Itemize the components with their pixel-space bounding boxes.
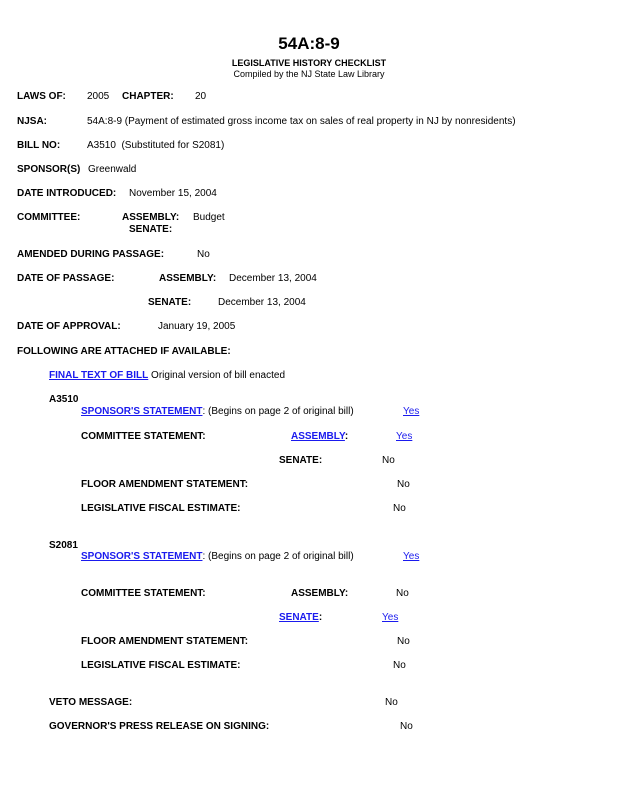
press-label: GOVERNOR'S PRESS RELEASE ON SIGNING: bbox=[49, 721, 270, 732]
passage-assembly-label: ASSEMBLY: bbox=[159, 273, 217, 284]
s2081-heading: S2081 bbox=[49, 540, 78, 551]
a3510-fiscal-value: No bbox=[393, 503, 406, 514]
compiled-by: Compiled by the NJ State Law Library bbox=[233, 69, 385, 79]
amended-value: No bbox=[197, 249, 210, 260]
a3510-committee-assembly-yes-link[interactable]: Yes bbox=[396, 431, 413, 442]
a3510-committee-assembly-colon: : bbox=[344, 431, 349, 442]
chapter-label: CHAPTER: bbox=[122, 91, 174, 102]
date-of-approval-label: DATE OF APPROVAL: bbox=[17, 321, 121, 332]
a3510-heading: A3510 bbox=[49, 394, 79, 405]
committee-assembly-value: Budget bbox=[193, 212, 225, 223]
a3510-committee-assembly-link[interactable]: ASSEMBLY bbox=[291, 431, 345, 442]
page-title: 54A:8-9 bbox=[278, 34, 340, 53]
passage-senate-value: December 13, 2004 bbox=[218, 297, 306, 308]
s2081-committee-assembly-label: ASSEMBLY: bbox=[291, 588, 349, 599]
s2081-sponsor-yes-link[interactable]: Yes bbox=[403, 551, 420, 562]
s2081-floor-value: No bbox=[397, 636, 410, 647]
s2081-fiscal-label: LEGISLATIVE FISCAL ESTIMATE: bbox=[81, 660, 241, 671]
bill-no-label: BILL NO: bbox=[17, 140, 61, 151]
s2081-committee-senate bbox=[279, 612, 322, 624]
njsa-value: 54A:8-9 (Payment of estimated gross income tax on sales of real property in NJ by nonresidents) bbox=[87, 116, 516, 127]
committee-label: COMMITTEE: bbox=[17, 212, 81, 223]
date-introduced-label: DATE INTRODUCED: bbox=[17, 188, 117, 199]
s2081-committee-senate-link[interactable]: SENATE bbox=[279, 612, 319, 623]
a3510-fiscal-label: LEGISLATIVE FISCAL ESTIMATE: bbox=[81, 503, 241, 514]
veto-value: No bbox=[385, 697, 398, 708]
laws-of-label: LAWS OF: bbox=[17, 91, 66, 102]
s2081-sponsor-statement-link[interactable]: SPONSOR'S STATEMENT bbox=[81, 551, 203, 562]
s2081-sponsor-note: : (Begins on page 2 of original bill) bbox=[202, 551, 354, 562]
s2081-fiscal-value: No bbox=[393, 660, 406, 671]
a3510-sponsor-statement-link[interactable]: SPONSOR'S STATEMENT bbox=[81, 406, 203, 417]
a3510-committee-label: COMMITTEE STATEMENT: bbox=[81, 431, 206, 442]
a3510-sponsor-yes-link[interactable]: Yes bbox=[403, 406, 420, 417]
committee-assembly-label: ASSEMBLY: bbox=[122, 212, 180, 223]
date-introduced-value: November 15, 2004 bbox=[129, 188, 217, 199]
final-text-link[interactable]: FINAL TEXT OF BILL bbox=[49, 370, 149, 381]
chapter-value: 20 bbox=[195, 91, 207, 102]
passage-assembly-value: December 13, 2004 bbox=[229, 273, 317, 284]
bill-no-value: A3510 (Substituted for S2081) bbox=[87, 140, 225, 151]
a3510-committee-senate-label: SENATE: bbox=[279, 455, 323, 466]
date-of-approval-value: January 19, 2005 bbox=[158, 321, 236, 332]
sponsors-value: Greenwald bbox=[88, 164, 137, 175]
a3510-sponsor-row bbox=[81, 406, 354, 418]
njsa-label: NJSA: bbox=[17, 116, 48, 127]
a3510-floor-label: FLOOR AMENDMENT STATEMENT: bbox=[81, 479, 249, 490]
veto-label: VETO MESSAGE: bbox=[49, 697, 133, 708]
final-text-row bbox=[49, 370, 285, 382]
passage-senate-label: SENATE: bbox=[148, 297, 192, 308]
a3510-committee-senate-value: No bbox=[382, 455, 395, 466]
a3510-sponsor-note: : (Begins on page 2 of original bill) bbox=[202, 406, 354, 417]
s2081-committee-senate-yes-link[interactable]: Yes bbox=[382, 612, 399, 623]
date-of-passage-label: DATE OF PASSAGE: bbox=[17, 273, 115, 284]
press-value: No bbox=[400, 721, 413, 732]
s2081-floor-label: FLOOR AMENDMENT STATEMENT: bbox=[81, 636, 249, 647]
sponsors-label: SPONSOR(S) bbox=[17, 164, 81, 175]
a3510-floor-value: No bbox=[397, 479, 410, 490]
laws-of-value: 2005 bbox=[87, 91, 110, 102]
s2081-committee-senate-colon: : bbox=[318, 612, 323, 623]
s2081-committee-label: COMMITTEE STATEMENT: bbox=[81, 588, 206, 599]
page-subtitle: LEGISLATIVE HISTORY CHECKLIST bbox=[231, 58, 387, 68]
amended-label: AMENDED DURING PASSAGE: bbox=[17, 249, 165, 260]
a3510-committee-assembly bbox=[291, 431, 348, 443]
final-text-note: Original version of bill enacted bbox=[151, 370, 286, 381]
s2081-sponsor-row bbox=[81, 551, 354, 563]
s2081-committee-assembly-value: No bbox=[396, 588, 409, 599]
committee-senate-label: SENATE: bbox=[129, 224, 173, 235]
attached-heading: FOLLOWING ARE ATTACHED IF AVAILABLE: bbox=[17, 346, 231, 357]
